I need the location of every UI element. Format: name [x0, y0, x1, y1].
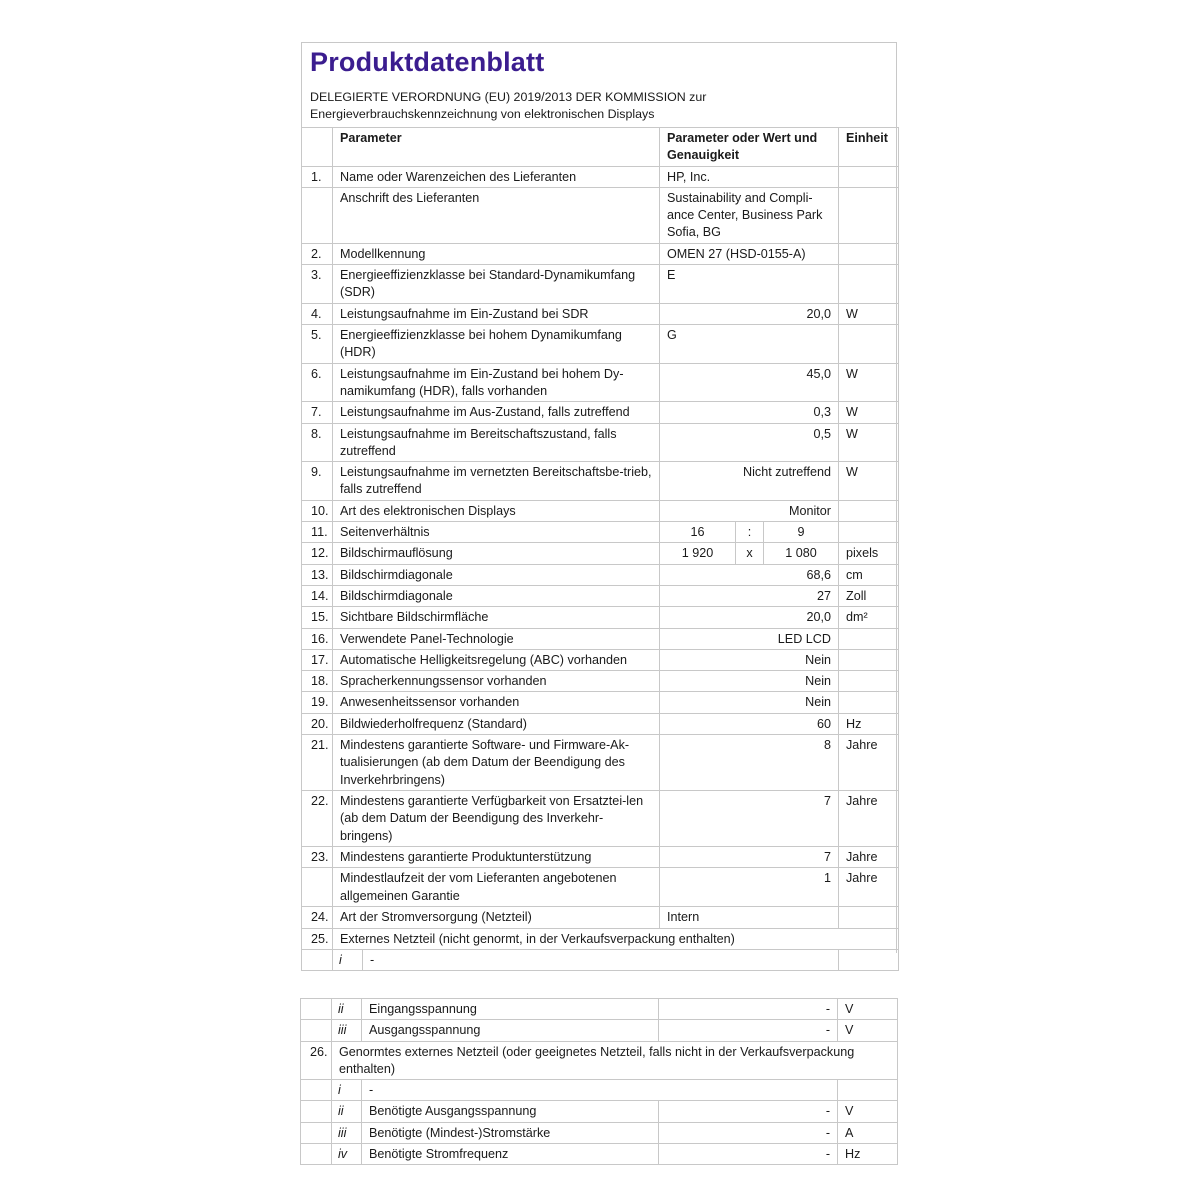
row-value: 45,0: [660, 363, 839, 402]
table-row: [301, 1020, 898, 1041]
row-number: 25.: [302, 928, 333, 949]
row-number: 24.: [302, 907, 333, 928]
row-unit: [839, 692, 899, 713]
table-row: [302, 628, 899, 649]
row-number: 9.: [302, 462, 333, 501]
row-unit: [839, 500, 899, 521]
row-value: 27: [660, 585, 839, 606]
row-parameter: Mindestens garantierte Verfügbarkeit von Ersatztei-len (ab dem Datum der Beendigung des Inverkehr-bringens): [333, 791, 660, 847]
row-unit: Jahre: [839, 791, 899, 847]
row-unit: Zoll: [839, 585, 899, 606]
row-value: 7: [660, 791, 839, 847]
table-row: [302, 402, 899, 423]
row-unit: Hz: [838, 1144, 898, 1165]
row-unit: dm²: [839, 607, 899, 628]
row-parameter: Benötigte Stromfrequenz: [362, 1144, 659, 1165]
row-value: HP, Inc.: [660, 166, 839, 187]
subtitle-line-2: Energieverbrauchskennzeichnung von elektronischen Displays: [310, 107, 655, 121]
header-parameter: Parameter: [333, 128, 660, 167]
row-parameter: Eingangsspannung: [362, 999, 659, 1020]
row-value: 20,0: [660, 607, 839, 628]
row-value-a: 16: [660, 522, 736, 543]
row-parameter: Automatische Helligkeitsregelung (ABC) vorhanden: [333, 649, 660, 670]
row-parameter: Ausgangsspannung: [362, 1020, 659, 1041]
header-value-line-1: Parameter oder Wert und: [667, 131, 818, 145]
row-number: 6.: [302, 363, 333, 402]
row-unit: [839, 325, 899, 364]
table-row: [302, 735, 899, 791]
row-number: 8.: [302, 423, 333, 462]
row-unit: cm: [839, 564, 899, 585]
document-title: Produktdatenblatt: [310, 47, 545, 77]
row-value: Intern: [660, 907, 839, 928]
row-value: Monitor: [660, 500, 839, 521]
header-num: [302, 128, 333, 167]
row-number: 16.: [302, 628, 333, 649]
row-number: 3.: [302, 265, 333, 304]
table-row: [302, 713, 899, 734]
row-value: 60: [660, 713, 839, 734]
row-value: 0,3: [660, 402, 839, 423]
table-row: [302, 500, 899, 521]
row-value: -: [659, 999, 838, 1020]
row-parameter: Bildschirmdiagonale: [333, 564, 660, 585]
row-number: 21.: [302, 735, 333, 791]
row-unit: [839, 187, 899, 243]
row-roman-numeral: ii: [332, 999, 362, 1020]
row-number: [301, 1144, 332, 1165]
row-parameter: Benötigte (Mindest-)Stromstärke: [362, 1122, 659, 1143]
row-unit: [839, 907, 899, 928]
table-header-row: [302, 128, 899, 167]
row-parameter: Sichtbare Bildschirmfläche: [333, 607, 660, 628]
row-unit: [839, 628, 899, 649]
row-parameter: Mindestlaufzeit der vom Lieferanten angebotenen allgemeinen Garantie: [333, 868, 660, 907]
table-row: [302, 907, 899, 928]
row-unit: pixels: [839, 543, 899, 564]
row-number: [301, 1122, 332, 1143]
row-number: [302, 868, 333, 907]
row-value: Nein: [660, 649, 839, 670]
table-row: [302, 671, 899, 692]
row-value: 1: [660, 868, 839, 907]
row-value: -: [659, 1122, 838, 1143]
row-value: Nein: [660, 671, 839, 692]
table-row: [302, 243, 899, 264]
row-unit: [839, 166, 899, 187]
row-number: 13.: [302, 564, 333, 585]
parameter-table: [301, 127, 899, 971]
row-value-a: 1 920: [660, 543, 736, 564]
row-value: Nicht zutreffend: [660, 462, 839, 501]
table-row: [302, 522, 899, 543]
row-number: [302, 949, 333, 970]
table-row: [302, 363, 899, 402]
row-number: 22.: [302, 791, 333, 847]
row-unit: V: [838, 1020, 898, 1041]
parameter-table-continued: [300, 998, 898, 1165]
table-row: [302, 187, 899, 243]
row-value: 0,5: [660, 423, 839, 462]
header-value-line-2: Genauigkeit: [667, 148, 740, 163]
row-unit: Hz: [839, 713, 899, 734]
row-number: 23.: [302, 846, 333, 867]
row-parameter: Bildschirmauflösung: [333, 543, 660, 564]
row-value: G: [660, 325, 839, 364]
row-value: 8: [660, 735, 839, 791]
row-number: [301, 1101, 332, 1122]
row-value: 20,0: [660, 303, 839, 324]
row-unit: W: [839, 402, 899, 423]
row-value-separator: :: [736, 522, 764, 543]
row-unit: [839, 671, 899, 692]
row-number: 1.: [302, 166, 333, 187]
row-value: 68,6: [660, 564, 839, 585]
row-roman-numeral: iv: [332, 1144, 362, 1165]
row-parameter: Genormtes externes Netzteil (oder geeignetes Netzteil, falls nicht in der Verkaufsverpackung enthalten): [332, 1041, 898, 1080]
row-number: [301, 1080, 332, 1101]
datasheet-page-1: [301, 42, 897, 967]
row-unit: [839, 949, 899, 970]
table-row: [302, 462, 899, 501]
row-value: Nein: [660, 692, 839, 713]
row-parameter: -: [363, 949, 839, 970]
subtitle-line-1: DELEGIERTE VERORDNUNG (EU) 2019/2013 DER KOMMISSION zur: [310, 90, 707, 104]
row-parameter: -: [362, 1080, 838, 1101]
row-unit: [838, 1080, 898, 1101]
row-parameter: Bildschirmdiagonale: [333, 585, 660, 606]
row-unit: W: [839, 462, 899, 501]
row-number: 15.: [302, 607, 333, 628]
table-row: [302, 303, 899, 324]
row-unit: W: [839, 423, 899, 462]
row-number: 12.: [302, 543, 333, 564]
row-value: -: [659, 1101, 838, 1122]
row-value-b: 1 080: [764, 543, 839, 564]
row-parameter: Mindestens garantierte Produktunterstützung: [333, 846, 660, 867]
table-row: [302, 649, 899, 670]
row-unit: Jahre: [839, 868, 899, 907]
row-unit: [839, 243, 899, 264]
row-number: 17.: [302, 649, 333, 670]
row-parameter: Anwesenheitssensor vorhanden: [333, 692, 660, 713]
table-row: [302, 949, 899, 970]
row-value: Sustainability and Compli-ance Center, Business Park Sofia, BG: [660, 187, 839, 243]
row-roman-numeral: iii: [332, 1020, 362, 1041]
row-parameter: Mindestens garantierte Software- und Firmware-Ak-tualisierungen (ab dem Datum der Beendigung des Inverkehrbringens): [333, 735, 660, 791]
row-parameter: Energieeffizienzklasse bei hohem Dynamikumfang (HDR): [333, 325, 660, 364]
row-value-separator: x: [736, 543, 764, 564]
row-value-b: 9: [764, 522, 839, 543]
row-unit: Jahre: [839, 735, 899, 791]
row-value: 7: [660, 846, 839, 867]
row-number: 4.: [302, 303, 333, 324]
table-row: [302, 166, 899, 187]
table-row: [302, 868, 899, 907]
row-roman-numeral: i: [333, 949, 363, 970]
row-value: -: [659, 1020, 838, 1041]
row-parameter: Verwendete Panel-Technologie: [333, 628, 660, 649]
row-number: 14.: [302, 585, 333, 606]
row-value: LED LCD: [660, 628, 839, 649]
row-parameter: Benötigte Ausgangsspannung: [362, 1101, 659, 1122]
row-number: 7.: [302, 402, 333, 423]
row-parameter: Art der Stromversorgung (Netzteil): [333, 907, 660, 928]
row-number: 19.: [302, 692, 333, 713]
row-number: [302, 187, 333, 243]
row-parameter: Leistungsaufnahme im Ein-Zustand bei SDR: [333, 303, 660, 324]
table-row: [302, 423, 899, 462]
table-row: [302, 325, 899, 364]
row-parameter: Leistungsaufnahme im Bereitschaftszustand, falls zutreffend: [333, 423, 660, 462]
row-unit: V: [838, 1101, 898, 1122]
table-row: [302, 607, 899, 628]
row-number: 10.: [302, 500, 333, 521]
row-parameter: Spracherkennungssensor vorhanden: [333, 671, 660, 692]
row-parameter: Seitenverhältnis: [333, 522, 660, 543]
row-unit: [839, 522, 899, 543]
row-unit: [839, 265, 899, 304]
row-parameter: Leistungsaufnahme im Ein-Zustand bei hohem Dy-namikumfang (HDR), falls vorhanden: [333, 363, 660, 402]
table-row: [301, 1122, 898, 1143]
row-unit: [839, 649, 899, 670]
row-value: E: [660, 265, 839, 304]
row-roman-numeral: ii: [332, 1101, 362, 1122]
row-parameter: Modellkennung: [333, 243, 660, 264]
row-unit: V: [838, 999, 898, 1020]
row-unit: Jahre: [839, 846, 899, 867]
row-number: 2.: [302, 243, 333, 264]
document-subtitle: [310, 89, 706, 123]
row-parameter: Leistungsaufnahme im Aus-Zustand, falls zutreffend: [333, 402, 660, 423]
row-number: 11.: [302, 522, 333, 543]
row-roman-numeral: i: [332, 1080, 362, 1101]
row-roman-numeral: iii: [332, 1122, 362, 1143]
table-row: [302, 791, 899, 847]
table-row: [301, 1080, 898, 1101]
header-unit: Einheit: [839, 128, 899, 167]
row-parameter: Leistungsaufnahme im vernetzten Bereitschaftsbe-trieb, falls zutreffend: [333, 462, 660, 501]
row-unit: W: [839, 363, 899, 402]
header-value: [660, 128, 839, 167]
table-row: [302, 928, 899, 949]
row-value: OMEN 27 (HSD-0155-A): [660, 243, 839, 264]
table-row: [301, 1041, 898, 1080]
row-number: 18.: [302, 671, 333, 692]
table-row: [302, 543, 899, 564]
row-parameter: Energieeffizienzklasse bei Standard-Dynamikumfang (SDR): [333, 265, 660, 304]
table-row: [301, 999, 898, 1020]
row-unit: W: [839, 303, 899, 324]
table-row: [302, 846, 899, 867]
table-row: [301, 1144, 898, 1165]
row-number: 26.: [301, 1041, 332, 1080]
row-unit: A: [838, 1122, 898, 1143]
row-parameter: Anschrift des Lieferanten: [333, 187, 660, 243]
row-number: [301, 999, 332, 1020]
row-parameter: Name oder Warenzeichen des Lieferanten: [333, 166, 660, 187]
row-number: [301, 1020, 332, 1041]
row-value: -: [659, 1144, 838, 1165]
table-row: [302, 585, 899, 606]
row-parameter: Bildwiederholfrequenz (Standard): [333, 713, 660, 734]
row-number: 5.: [302, 325, 333, 364]
table-row: [302, 564, 899, 585]
row-parameter: Externes Netzteil (nicht genormt, in der Verkaufsverpackung enthalten): [333, 928, 899, 949]
row-number: 20.: [302, 713, 333, 734]
table-row: [301, 1101, 898, 1122]
table-row: [302, 265, 899, 304]
row-parameter: Art des elektronischen Displays: [333, 500, 660, 521]
table-row: [302, 692, 899, 713]
